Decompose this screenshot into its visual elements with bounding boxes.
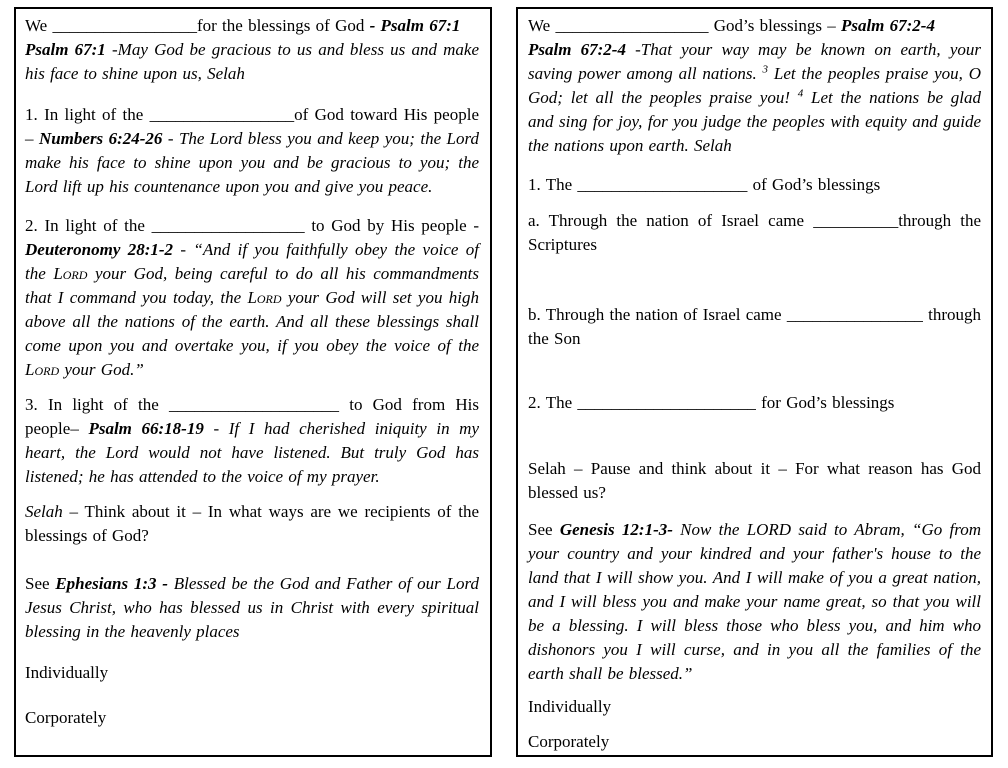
worksheet-left-page	[14, 7, 492, 757]
text-run: to God by His people -	[304, 216, 480, 235]
text-run: Let the peoples praise you, O God; let all the peoples praise you!	[528, 64, 981, 107]
worksheet-right-page	[516, 7, 993, 757]
scripture-reference: Psalm 67:1	[25, 40, 113, 59]
paragraph	[528, 730, 981, 754]
paragraph	[25, 14, 479, 38]
text-run: of God’s blessings	[747, 175, 881, 194]
scripture-reference: Genesis 12:1-3-	[559, 520, 673, 539]
text-run: for the blessings of God	[196, 16, 370, 35]
paragraph	[25, 661, 479, 685]
text-run: -	[162, 129, 179, 148]
text-run: The Lord bless you and keep you; the Lord make his face to shine upon you and be gracious to you; the Lord lift up his countenance upon you and give you peace.	[25, 129, 479, 196]
paragraph	[528, 457, 981, 505]
text-run: If I had cherished iniquity in my heart, the Lord would not have listened. But truly God has listened; he has attended to the voice of my prayer.	[25, 419, 479, 486]
text-run: – Think about it – In what ways are we recipients of the blessings of God?	[25, 502, 479, 545]
paragraph	[528, 38, 981, 158]
fill-in-blank: _________________	[52, 16, 197, 35]
paragraph	[25, 103, 479, 199]
text-run: through the Son	[528, 305, 981, 348]
paragraph	[25, 572, 479, 644]
scripture-reference: - Psalm 67:1	[369, 16, 461, 35]
text-run: God’s blessings –	[708, 16, 841, 35]
text-run: -May God be gracious to us and bless us and make his face to shine upon us, Selah	[25, 40, 480, 83]
text-run: We	[25, 16, 53, 35]
text-run: Now the LORD said to Abram, “Go from your country and your kindred and your father's house to the land that I will show you. And I will make of you a great nation, and I will bless you and make your name great, so that you will be a blessing. I will bless those who bless you, and him who dishonors you I will curse, and in you all the families of the earth shall be blessed.”	[528, 520, 982, 683]
text-run: your God, being careful to do all his commandments that I command you today, the	[25, 264, 479, 307]
text-run: -	[203, 419, 229, 438]
text-run: See	[528, 520, 560, 539]
scripture-reference: Psalm 67:2-4	[528, 40, 636, 59]
text-run: Corporately	[25, 708, 107, 727]
paragraph	[528, 391, 981, 415]
text-run: We	[528, 16, 556, 35]
scripture-reference: Deuteronomy 28:1-2	[25, 240, 174, 259]
paragraph	[528, 518, 981, 686]
text-run: 3. In light of the	[25, 395, 170, 414]
text-run: Individually	[528, 697, 612, 716]
text-run: b. Through the nation of Israel came	[528, 305, 787, 324]
fill-in-blank: __________________	[555, 16, 709, 35]
fill-in-blank: ____________________	[169, 395, 340, 414]
text-run: of God toward His people –	[25, 105, 479, 148]
fill-in-blank: _________________	[149, 105, 295, 124]
text-run: 2. In light of the	[25, 216, 152, 235]
text-run: -That your way may be known on earth, your saving power among all nations.	[528, 40, 981, 83]
text-run: -	[173, 240, 194, 259]
text-run: Lord	[53, 264, 88, 283]
text-run: your God will set you high above all the nations of the earth. And all these blessings shall come upon you and overtake you, if you obey the voice of the	[25, 288, 479, 355]
text-run: Selah	[25, 502, 63, 521]
text-run: 2. The	[528, 393, 578, 412]
scripture-reference: Psalm 67:2-4	[840, 16, 935, 35]
text-run: Blessed be the God and Father of our Lord Jesus Christ, who has blessed us in Christ with every spiritual blessing in the heavenly places	[25, 574, 479, 641]
scripture-reference: Numbers 6:24-26	[38, 129, 163, 148]
paragraph	[25, 214, 479, 382]
paragraph	[528, 14, 981, 38]
paragraph	[25, 500, 479, 548]
text-run: Lord	[25, 360, 60, 379]
scripture-reference: Ephesians 1:3 -	[55, 574, 174, 593]
paragraph	[25, 706, 479, 730]
paragraph	[528, 303, 981, 351]
fill-in-blank: __________	[813, 211, 899, 230]
text-run: Let the nations be glad and sing for joy, for you judge the peoples with equity and guide the nations upon earth. Selah	[528, 88, 982, 155]
paragraph	[25, 38, 479, 86]
fill-in-blank: ____________________	[577, 175, 748, 194]
text-run: Lord	[247, 288, 282, 307]
text-run: “And if you faithfully obey the voice of the	[25, 240, 479, 283]
fill-in-blank: ________________	[786, 305, 923, 324]
fill-in-blank: __________________	[151, 216, 305, 235]
paragraph	[25, 393, 479, 489]
paragraph	[528, 209, 981, 257]
text-run: for God’s blessings	[755, 393, 895, 412]
text-run: 1. In light of the	[25, 105, 150, 124]
text-run: a. Through the nation of Israel came	[528, 211, 814, 230]
text-run: 1. The	[528, 175, 578, 194]
text-run: See	[25, 574, 56, 593]
paragraph	[528, 695, 981, 719]
text-run: 3	[762, 63, 769, 76]
text-run: Selah – Pause and think about it – For what reason has God blessed us?	[528, 459, 981, 502]
fill-in-blank: _____________________	[577, 393, 756, 412]
scripture-reference: Psalm 66:18-19	[88, 419, 204, 438]
paragraph	[528, 173, 981, 197]
text-run: 4	[797, 87, 804, 100]
text-run: Corporately	[528, 732, 610, 751]
text-run: to God from His people–	[25, 395, 479, 438]
text-run: Individually	[25, 663, 109, 682]
text-run: your God.”	[59, 360, 144, 379]
text-run: through the Scriptures	[528, 211, 981, 254]
